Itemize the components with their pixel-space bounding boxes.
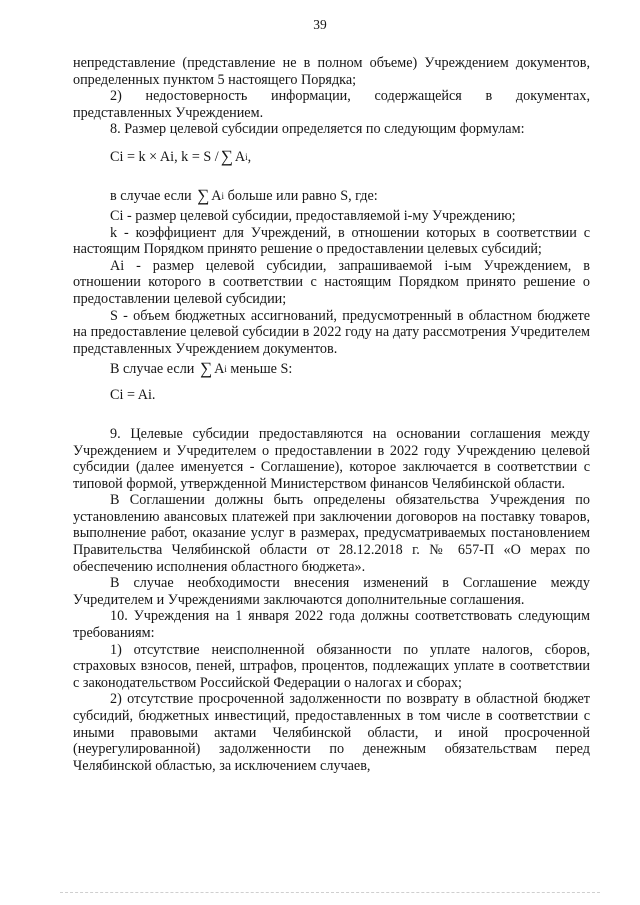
sum-symbol: ∑	[220, 146, 233, 166]
condition-prefix: В случае если	[110, 361, 195, 378]
formula-alternative: Ci = Ai.	[110, 387, 156, 404]
sum-symbol: ∑	[197, 185, 210, 205]
paragraph: 10. Учреждения на 1 января 2022 года должны соответствовать следующим требованиям:	[73, 608, 590, 642]
definition-ai: Ai - размер целевой субсидии, запрашиваемой i-ым Учреждением, в отношении которого в соответствии с настоящим Порядком принято решение о предоставлении целевой субсидии;	[73, 257, 590, 307]
list-item: 2) отсутствие просроченной задолженности по возврату в областной бюджет субсидий, бюджетных инвестиций, предоставленных в том числе в соответствии с иными правовыми актами Челябинской области, и иной просроченной (неурегулированной) задолженности по денежным обязательствам перед Челябинской областью, за исключением случаев,	[73, 691, 590, 774]
paragraph: 8. Размер целевой субсидии определяется по следующим формулам:	[110, 121, 525, 138]
formula-variable: A	[214, 361, 225, 378]
formula-main	[73, 144, 590, 170]
sum-symbol: ∑	[199, 359, 213, 379]
paragraph: 2) недостоверность информации, содержащейся в документах, представленных Учреждением.	[73, 88, 590, 121]
paragraph: В Соглашении должны быть определены обязательства Учреждения по установлению авансовых платежей при заключении договоров на поставку товаров, выполнение работ, оказание услуг в размерах, предусматриваемых постановлением Правительства Челябинской области от 28.12.2018 г. № 657-П «О мерах по обеспечению исполнения областного бюджета».	[73, 492, 590, 575]
formula-text: Ci = k × Ai, k = S /	[110, 148, 219, 165]
paragraph: В случае необходимости внесения изменений в Соглашение между Учредителем и Учреждениями заключаются дополнительные соглашения.	[73, 575, 590, 608]
paragraph: непредставление (представление не в полном объеме) Учреждением документов, определенных пунктом 5 настоящего Порядка;	[73, 55, 590, 88]
condition-suffix: меньше S:	[230, 361, 293, 378]
formula-index: i	[245, 151, 248, 162]
page-number: 39	[313, 17, 327, 32]
scan-edge-divider	[60, 892, 600, 893]
formula-index: i	[224, 364, 227, 375]
formula-trail: ,	[247, 148, 252, 165]
definition-ci: Ci - размер целевой субсидии, предоставляемой i-му Учреждению;	[110, 207, 516, 224]
condition-less	[73, 357, 590, 381]
condition-greater-equal	[73, 184, 590, 208]
definition-k: k - коэффициент для Учреждений, в отношении которых в соответствии с настоящим Порядком принято решение о предоставлении целевых субсидий;	[73, 224, 590, 258]
formula-variable: A	[211, 187, 222, 204]
condition-suffix: больше или равно S, где:	[227, 187, 378, 204]
paragraph: 9. Целевые субсидии предоставляются на основании соглашения между Учреждением и Учредителем о предоставлении в 2022 году Учреждению целевой субсидии (далее именуется - Соглашение), которое заключается в соответствии с типовой формой, утвержденной Министерством финансов Челябинской области.	[73, 425, 590, 492]
formula-variable: A	[234, 148, 246, 165]
formula-index: i	[221, 190, 225, 201]
list-item: 1) отсутствие неисполненной обязанности по уплате налогов, сборов, страховых взносов, пеней, штрафов, процентов, подлежащих уплате в соответствии с законодательством Российской Федерации о налогах и сборах;	[73, 641, 590, 691]
document-body	[73, 55, 590, 774]
condition-prefix: в случае если	[110, 187, 192, 204]
definition-s: S - объем бюджетных ассигнований, предусмотренный в областном бюджете на предоставление целевой субсидии в 2022 году на дату рассмотрения Учредителем представленных Учреждением документов.	[73, 307, 590, 357]
